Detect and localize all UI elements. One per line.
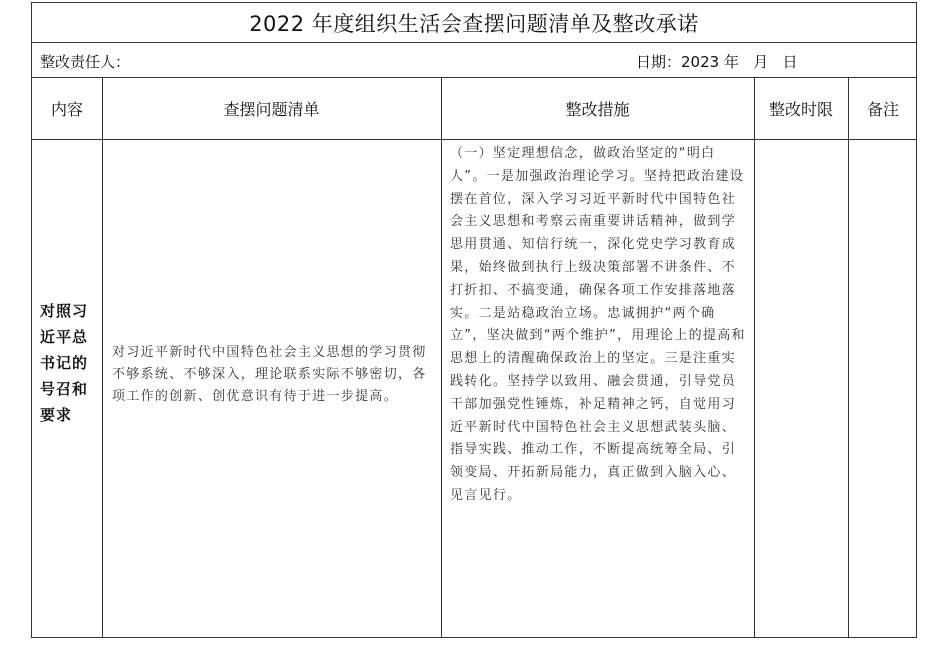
header-content: 内容 [50,100,83,119]
measure-cell: （一）坚定理想信念，做政治坚定的“明白人”。一是加强政治理论学习。坚持把政治建设摆在首位，深入学习习近平新时代中国特色社会主义思想和考察云南重要讲话精神，做到学思用贯通、知信行统一，深化党史学习教育成果，始终做到执行上级决策部署不讲条件、不打折扣、不搞变通，确保各项工作安排落地落实。二是站稳政治立场。忠诚拥护“两个确立”，坚决做到“两个维护”，用理论上的提高和思想上的清醒确保政治上的坚定。三是注重实践转化。坚持学以致用、融会贯通，引导党员干部加强党性锤炼，补足精神之钙，自觉用习近平新时代中国特色社会主义思想武装头脑、指导实践、推动工作，不断提高统筹全局、引领变局、开拓新局能力，真正做到入脑入心、见言见行。 [450,146,746,503]
responsible-person-label: 整改责任人： [40,53,131,71]
column-divider [754,78,755,637]
content-cell: 对照习近平总书记的号召和要求 [40,302,89,424]
header-divider [32,139,916,140]
header-deadline: 整改时限 [768,100,833,119]
header-remarks: 备注 [866,100,899,119]
date-label: 日期：2023 年 月 日 [636,53,798,71]
column-divider [441,78,442,637]
commitment-table [31,2,917,638]
column-divider [848,78,849,637]
info-row [32,43,916,78]
problem-cell: 对习近平新时代中国特色社会主义思想的学习贯彻不够系统、不够深入，理论联系实际不够密切，各项工作的创新、创优意识有待于进一步提高。 [112,345,427,404]
header-measures: 整改措施 [565,100,630,119]
column-divider [102,78,103,637]
document-title: 2022 年度组织生活会查摆问题清单及整改承诺 [32,3,916,43]
header-problems: 查摆问题清单 [223,100,320,119]
